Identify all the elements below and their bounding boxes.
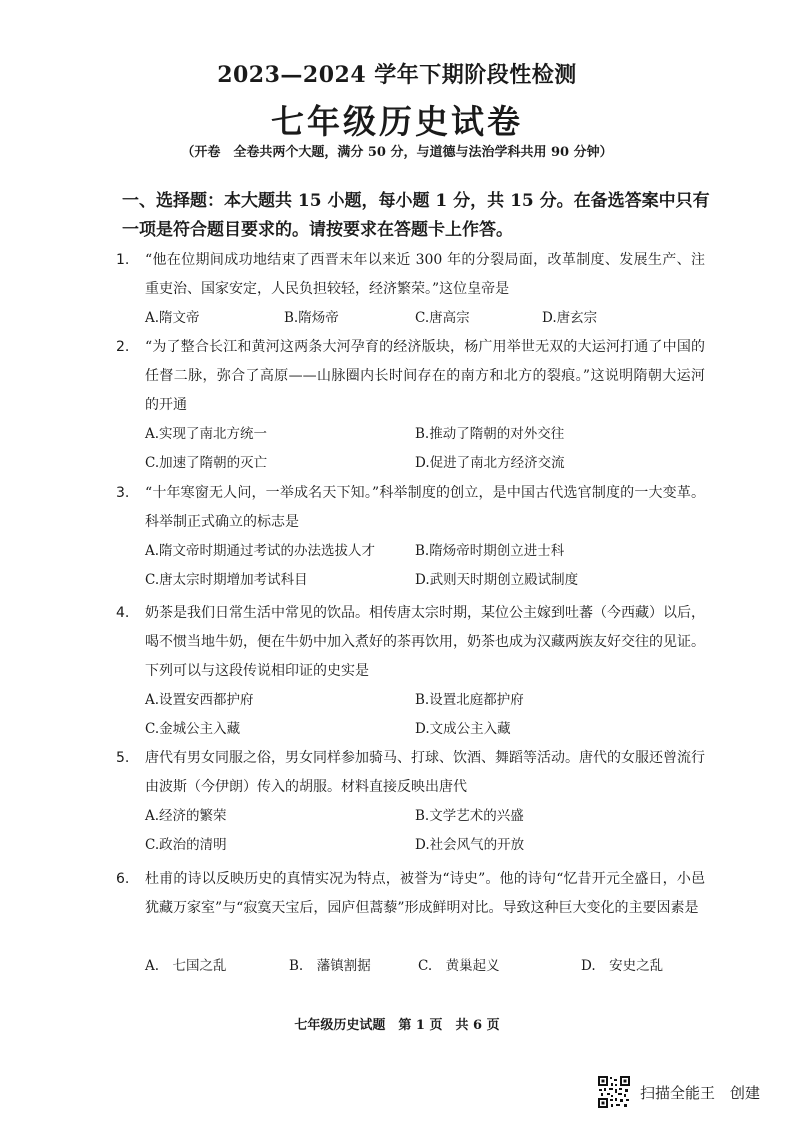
option-d: D.促进了南北方经济交流 <box>415 455 565 471</box>
option-a: A.经济的繁荣 <box>145 808 227 824</box>
question-number: 3. <box>116 485 130 501</box>
question-stem: 唐代有男女同服之俗，男女同样参加骑马、打球、饮酒、舞蹈等活动。唐代的女服还曾流行由波斯（今伊朗）传入的胡服。材料直接反映出唐代 <box>145 750 705 795</box>
option-b: B. 藩镇割据 <box>289 958 371 974</box>
option-b: B.设置北庭都护府 <box>415 692 524 708</box>
question-number: 4. <box>116 605 130 621</box>
exam-title: 七年级历史试卷 <box>271 102 523 141</box>
option-b: B.文学艺术的兴盛 <box>415 808 524 824</box>
option-c: C.金城公主入藏 <box>145 721 241 737</box>
option-c: C.加速了隋朝的灭亡 <box>145 455 268 471</box>
option-d: D. 安史之乱 <box>581 958 664 974</box>
option-a: A.隋文帝时期通过考试的办法选拔人才 <box>145 543 376 559</box>
option-a: A.设置安西都护府 <box>145 692 254 708</box>
question-stem: “他在位期间成功地结束了西晋末年以来近 300 年的分裂局面，改革制度、发展生产、注重吏治、国家安定，人民负担较轻，经济繁荣。”这位皇帝是 <box>145 252 705 297</box>
question-stem: 奶茶是我们日常生活中常见的饮品。相传唐太宗时期，某位公主嫁到吐蕃（今西藏）以后，喝不惯当地牛奶，便在牛奶中加入煮好的茶再饮用，奶茶也成为汉藏两族友好交往的见证。下列可以与这段传说相印证的史实是 <box>145 605 705 679</box>
option-c: C.唐太宗时期增加考试科目 <box>145 572 308 588</box>
question-number: 5. <box>116 750 130 766</box>
question-stem: 杜甫的诗以反映历史的真情实况为特点，被誉为“诗史”。他的诗句“忆昔开元全盛日，小邑犹藏万家室”与“寂寞天宝后，园庐但蒿藜”形成鲜明对比。导致这种巨大变化的主要因素是 <box>145 871 705 916</box>
scanner-watermark: 扫描全能王 创建 <box>640 1084 761 1102</box>
exam-note: （开卷 全卷共两个大题，满分 50 分，与道德与法治学科共用 90 分钟） <box>181 145 613 160</box>
option-b: B.推动了隋朝的对外交往 <box>415 426 565 442</box>
question-number: 2. <box>116 339 130 355</box>
option-d: D.文成公主入藏 <box>415 721 511 737</box>
option-b: B.隋炀帝时期创立进士科 <box>415 543 565 559</box>
option-c: C.唐高宗 <box>415 310 470 326</box>
question-number: 6. <box>116 871 130 887</box>
qr-code-icon <box>597 1075 631 1109</box>
section-heading <box>122 187 712 245</box>
exam-year-line: 2023—2024 学年下期阶段性检测 <box>217 62 577 88</box>
page-footer: 七年级历史试题 第 1 页 共 6 页 <box>294 1018 500 1033</box>
option-d: D.唐玄宗 <box>542 310 598 326</box>
option-a: A.隋文帝 <box>145 310 200 326</box>
option-d: D.社会风气的开放 <box>415 837 525 853</box>
question-stem: “十年寒窗无人问，一举成名天下知。”科举制度的创立，是中国古代选官制度的一大变革。科举制正式确立的标志是 <box>145 485 705 530</box>
option-d: D.武则天时期创立殿试制度 <box>415 572 579 588</box>
option-a: A.实现了南北方统一 <box>145 426 268 442</box>
option-b: B.隋炀帝 <box>284 310 339 326</box>
option-c: C.政治的清明 <box>145 837 227 853</box>
option-c: C. 黄巢起义 <box>418 958 500 974</box>
question-number: 1. <box>116 252 130 268</box>
question-stem: “为了整合长江和黄河这两条大河孕育的经济版块，杨广用举世无双的大运河打通了中国的任督二脉，弥合了高原——山脉圈内长时间存在的南方和北方的裂痕。”这说明隋朝大运河的开通 <box>145 339 705 413</box>
option-a: A. 七国之乱 <box>145 958 227 974</box>
section-heading-text: 一、选择题：本大题共 15 小题，每小题 1 分，共 15 分。在备选答案中只有一项是符合题目要求的。请按要求在答题卡上作答。 <box>122 191 710 240</box>
